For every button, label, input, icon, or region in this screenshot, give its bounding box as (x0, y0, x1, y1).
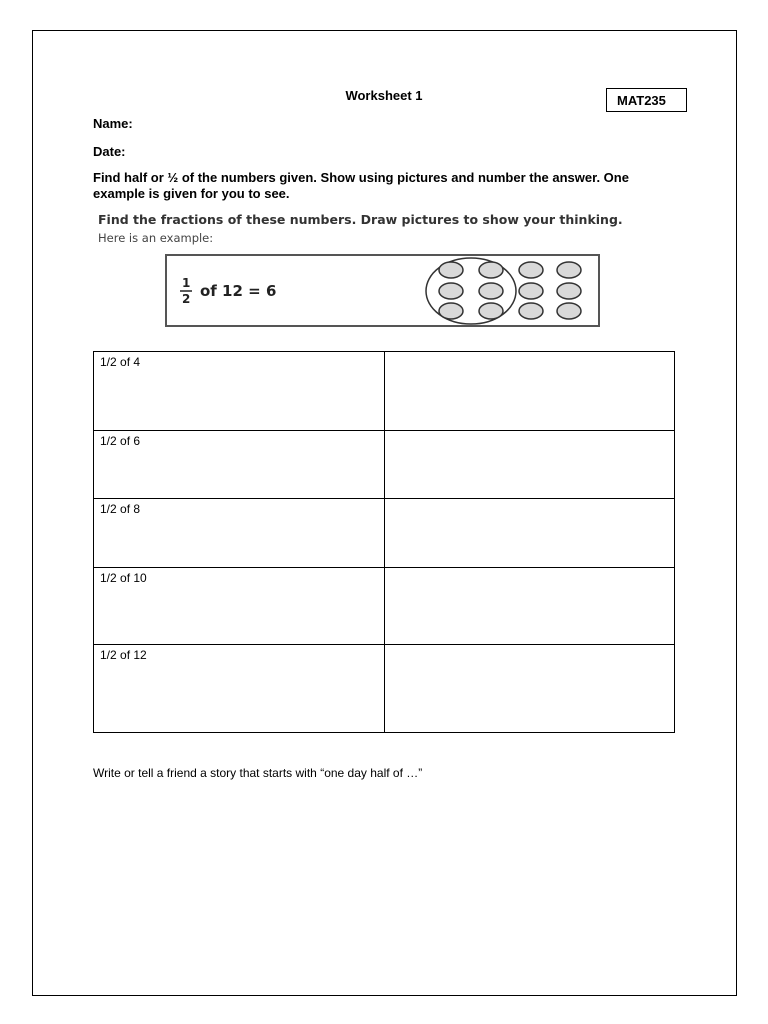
counter (557, 303, 581, 319)
counter (557, 262, 581, 278)
story-prompt: Write or tell a friend a story that starts with “one day half of …” (93, 766, 423, 780)
example-image (96, 210, 656, 330)
answer-cell[interactable] (385, 645, 675, 733)
fraction-numerator: 1 (182, 276, 191, 290)
counter (557, 283, 581, 299)
counter (439, 262, 463, 278)
counter (519, 283, 543, 299)
question-cell: 1/2 of 10 (94, 568, 385, 645)
table-row (94, 499, 675, 568)
table-row (94, 645, 675, 733)
question-cell: 1/2 of 8 (94, 499, 385, 568)
course-code-box: MAT235 (606, 88, 687, 112)
fraction-denominator: 2 (182, 292, 191, 306)
answers-table (93, 351, 675, 733)
question-cell: 1/2 of 12 (94, 645, 385, 733)
example-heading: Find the fractions of these numbers. Draw pictures to show your thinking. (98, 212, 623, 227)
example-subheading: Here is an example: (98, 231, 214, 245)
date-label: Date: (93, 144, 126, 159)
table-row (94, 568, 675, 645)
table-row (94, 431, 675, 499)
answer-cell[interactable] (385, 352, 675, 431)
counter (439, 283, 463, 299)
instructions-text: Find half or ½ of the numbers given. Show using pictures and number the answer. One example is given for you to see. (93, 170, 629, 201)
counter (479, 283, 503, 299)
counter (479, 262, 503, 278)
example-equation: of 12 = 6 (200, 282, 277, 300)
name-label: Name: (93, 116, 133, 131)
counter (479, 303, 503, 319)
question-cell: 1/2 of 4 (94, 352, 385, 431)
answer-cell[interactable] (385, 431, 675, 499)
question-cell: 1/2 of 6 (94, 431, 385, 499)
page-title: Worksheet 1 (345, 88, 423, 103)
table-row (94, 352, 675, 431)
counter (519, 303, 543, 319)
counter (519, 262, 543, 278)
counter (439, 303, 463, 319)
answer-cell[interactable] (385, 568, 675, 645)
answer-cell[interactable] (385, 499, 675, 568)
